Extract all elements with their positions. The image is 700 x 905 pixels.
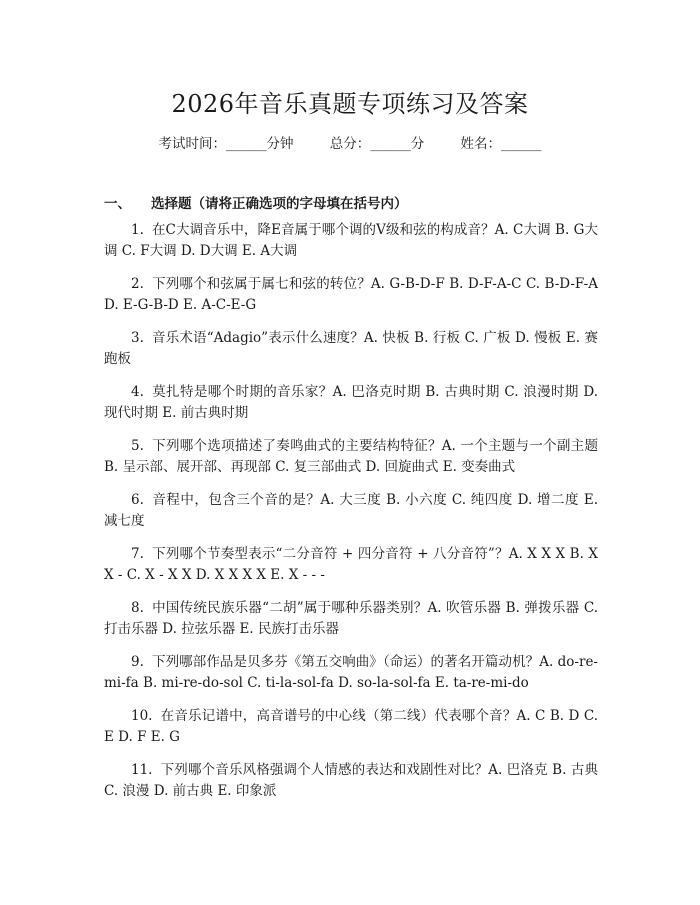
question-text: 下列哪个选项描述了奏鸣曲式的主要结构特征？A. 一个主题与一个副主题 B. 呈示部、展开部、再现部 C. 复三部曲式 D. 回旋曲式 E. 变奏曲式 xyxy=(104,438,598,475)
question-text: 音乐术语“Adagio”表示什么速度？A. 快板 B. 行板 C. 广板 D. 慢板 E. 赛跑板 xyxy=(104,330,598,367)
question-number: 8. xyxy=(131,600,144,616)
question-number: 1. xyxy=(131,222,144,238)
question-item xyxy=(104,328,598,370)
section-heading xyxy=(104,192,408,212)
question-item xyxy=(104,490,598,532)
question-item xyxy=(104,598,598,640)
question-number: 11. xyxy=(131,762,153,778)
question-text: 莫扎特是哪个时期的音乐家？A. 巴洛克时期 B. 古典时期 C. 浪漫时期 D. 现代时期 E. 前古典时期 xyxy=(104,384,598,421)
question-item xyxy=(104,652,598,694)
question-text: 中国传统民族乐器“二胡”属于哪种乐器类别？A. 吹管乐器 B. 弹拨乐器 C. 打击乐器 D. 拉弦乐器 E. 民族打击乐器 xyxy=(104,600,598,637)
exam-time: 考试时间：______分钟 xyxy=(158,136,294,152)
student-name: 姓名：______ xyxy=(460,136,542,152)
question-number: 5. xyxy=(131,438,144,454)
question-text: 下列哪部作品是贝多芬《第五交响曲》（命运）的著名开篇动机？A. do-re-mi-fa B. mi-re-do-sol C. ti-la-sol-fa D. so-la-sol-fa E. ta-re-mi-do xyxy=(104,654,598,691)
question-item xyxy=(104,274,598,316)
question-text: 在音乐记谱中，高音谱号的中心线（第二线）代表哪个音？A. C B. D C. E D. F E. G xyxy=(104,708,598,745)
question-number: 2. xyxy=(131,276,144,292)
question-text: 音程中，包含三个音的是？A. 大三度 B. 小六度 C. 纯四度 D. 增二度 E. 减七度 xyxy=(104,492,598,529)
total-score: 总分：______分 xyxy=(329,136,425,152)
question-number: 9. xyxy=(131,654,144,670)
section-number: 一、 xyxy=(104,196,131,212)
page-title: 2026年音乐真题专项练习及答案 xyxy=(171,90,529,118)
question-item xyxy=(104,706,598,748)
question-item xyxy=(104,382,598,424)
question-text: 在C大调音乐中，降E音属于哪个调的V级和弦的构成音？A. C大调 B. G大调 C. F大调 D. D大调 E. A大调 xyxy=(104,222,598,259)
question-number: 7. xyxy=(131,546,144,562)
question-item xyxy=(104,220,598,262)
question-number: 6. xyxy=(131,492,144,508)
question-text: 下列哪个和弦属于属七和弦的转位？A. G-B-D-F B. D-F-A-C C. B-D-F-A D. E-G-B-D E. A-C-E-G xyxy=(104,276,598,313)
question-text: 下列哪个音乐风格强调个人情感的表达和戏剧性对比？A. 巴洛克 B. 古典 C. 浪漫 D. 前古典 E. 印象派 xyxy=(104,762,598,799)
question-number: 3. xyxy=(131,330,144,346)
question-number: 10. xyxy=(131,708,153,724)
question-item xyxy=(104,436,598,478)
question-text: 下列哪个节奏型表示“二分音符 + 四分音符 + 八分音符”？A. X X X B. X X - C. X - X X D. X X X X E. X - - - xyxy=(104,546,598,583)
question-number: 4. xyxy=(131,384,144,400)
question-list xyxy=(104,220,598,814)
question-item xyxy=(104,760,598,802)
question-item xyxy=(104,544,598,586)
exam-meta xyxy=(0,132,700,152)
section-title: 选择题（请将正确选项的字母填在括号内） xyxy=(151,196,408,212)
